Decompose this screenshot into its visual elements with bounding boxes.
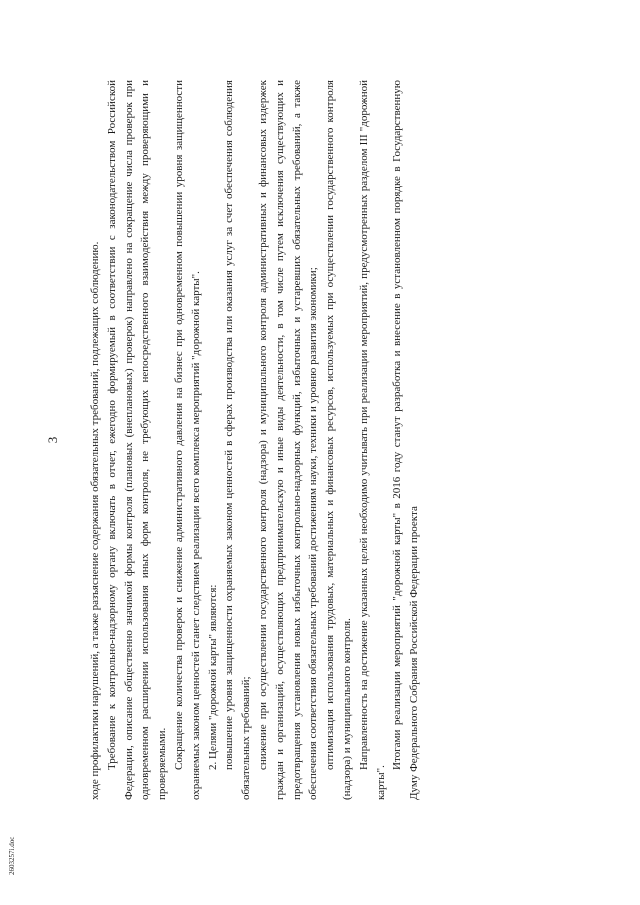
paragraph-4: 2. Целями "дорожной карты" являются: — [206, 584, 219, 770]
paragraph-6: снижение при осуществлении государственного контроля (надзора) и муниципального контроля административных и финансовых издержек граждан и организаций, осуществляющих предпринимательскую и иные виды деятельности, в том числе путем исключения существующих и предотвращения установления новых избыточных контрольно-надзорных функций, избыточных и устаревших обязательных требований, а также обеспечения соответствия обязательных требований достижениям науки, техники и уровню развития экономики; — [256, 80, 320, 800]
paragraph-7: оптимизация использования трудовых, материальных и финансовых ресурсов, используемых при осуществлении государственного контроля (надзора) и муниципального контроля. — [324, 80, 353, 800]
document-body — [87, 80, 423, 800]
paragraph-5: повышение уровня защищенности охраняемых законом ценностей в сферах производства или оказания услуг за счет обеспечения соблюдения обязательных требований; — [223, 80, 253, 800]
paragraph-3: Сокращение количества проверок и снижение административного давления на бизнес при одновременном повышении уровня защищенности охраняемых законом ценностей станет следствием реализации всего комплекса мероприятий "дорожной карты". — [172, 80, 202, 800]
document-file-code: 2603257i.doc — [8, 836, 16, 875]
paragraph-2: Требование к контрольно-надзорному органу включать в отчет, ежегодно формируемый в соответствии с законодательством Российской Федерации, описание общественно значимой формы контроля (плановых (внеплановых) проверок) направлено на сокращение числа проверок при одновременном расширении использования иных форм контроля, не требующих непосредственного взаимодействия между проверяющими и проверяемыми. — [105, 80, 169, 800]
rotated-document-page — [45, 80, 605, 800]
paragraph-9: Итогами реализации мероприятий "дорожной карты" в 2016 году станут разработка и внесение в установленном порядке в Государственную Думу Федерального Собрания Российской Федерации проекта — [391, 80, 421, 800]
paragraph-8: Направленность на достижение указанных целей необходимо учитывать при реализации мероприятий, предусмотренных разделом III "дорожной карты". — [357, 80, 387, 800]
page-number: 3 — [45, 436, 60, 444]
paragraph-1: ходе профилактики нарушений, а также разъяснение содержания обязательных требований, подлежащих соблюдению. — [89, 241, 101, 800]
